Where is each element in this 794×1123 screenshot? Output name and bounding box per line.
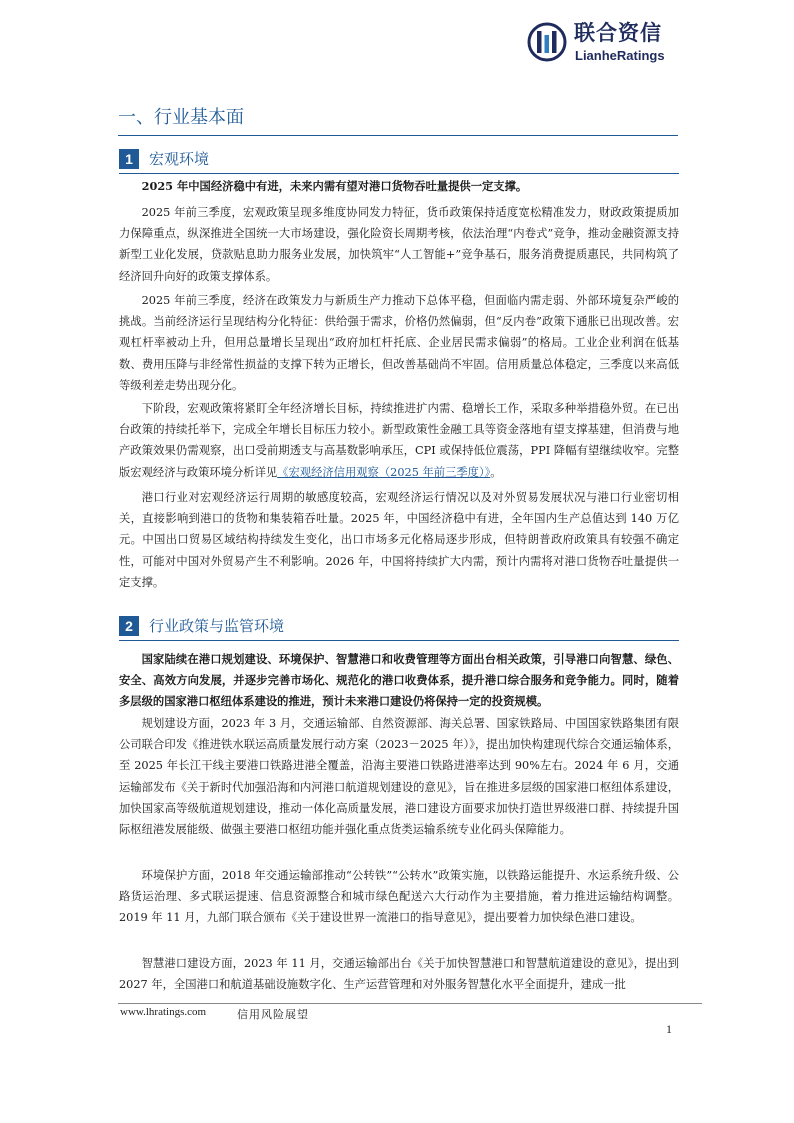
footer-website[interactable]: www.lhratings.com (120, 1006, 207, 1018)
logo-text-en: LianheRatings (575, 48, 665, 63)
section-title: 一、行业基本面 (118, 107, 244, 128)
footer-rule (118, 1003, 702, 1004)
lianhe-logo-icon (527, 22, 567, 62)
body-paragraph: 2025 年前三季度，宏观政策呈现多维度协同发力特征，货币政策保持适度宽松精准发力，财政政策提质加力保障重点，纵深推进全国统一大市场建设，强化险资长周期考核，依法治理“内卷式”竞争，推动金融资源支持新型工业化发展，贷款贴息助力服务业发展，加快筑牢“人工智能+”竞争基石，服务消费提质惠民，共同构筑了经济回升向好的政策支撑体系。 (119, 206, 679, 283)
body-paragraph: 规划建设方面，2023 年 3 月，交通运输部、自然资源部、海关总署、国家铁路局、中国国家铁路集团有限公司联合印发《推进铁水联运高质量发展行动方案（2023－2025 年）》，提出加快构建现代综合交通运输体系，至 2025 年长江干线主要港口铁路进港全覆盖，沿海主要港口铁路进港率达到 90%左右。2024 年 6 月，交通运输部发布《关于新时代加强沿海和内河港口航道规划建设的意见》，旨在推进多层级的国家港口枢纽体系建设，加快国家高等级航道规划建设，推动一体化高质量发展，港口建设方面要求加快打造世界级港口群、持续提升国际枢纽港发展能级、做强主要港口枢纽功能并强化重点货类运输系统专业化码头保障能力。 (119, 717, 679, 837)
subsection-heading-2 (119, 616, 679, 636)
summary-paragraph: 2025 年中国经济稳中有进，未来内需有望对港口货物吞吐量提供一定支撑。 (141, 179, 528, 193)
subsection-title: 宏观环境 (149, 150, 210, 168)
subsection-title: 行业政策与监管环境 (149, 617, 285, 635)
footer-slogan: 信用风险展望 (237, 1008, 309, 1021)
logo-text-cn: 联合资信 (574, 21, 662, 45)
paragraph-text: 下阶段，宏观政策将紧盯全年经济增长目标，持续推进扩内需、稳增长工作，采取多种举措稳外贸。在已出台政策的持续托举下，完成全年增长目标压力较小。新型政策性金融工具等资金落地有望支撑基建，但消费与地产政策效果仍需观察，出口受前期透支与高基数影响承压，CPI 或保持低位震荡，PPI 降幅有望继续收窄。完整版宏观经济与政策环境分析详见 (119, 402, 679, 479)
subsection-number: 1 (119, 149, 139, 169)
paragraph-text: 。 (490, 465, 502, 479)
body-paragraph: 港口行业对宏观经济运行周期的敏感度较高，宏观经济运行情况以及对外贸易发展状况与港口行业密切相关，直接影响到港口的货物和集装箱吞吐量。2025 年，中国经济稳中有进，全年国内生产总值达到 140 万亿元。中国出口贸易区域结构持续发生变化，出口市场多元化格局逐步形成，但特朗普政府政策具有较强不确定性，可能对中国对外贸易产生不利影响。2026 年，中国将持续扩大内需，预计内需将对港口货物吞吐量提供一定支撑。 (119, 491, 679, 589)
body-paragraph (119, 398, 679, 483)
body-paragraph: 2025 年前三季度，经济在政策发力与新质生产力推动下总体平稳，但面临内需走弱、外部环境复杂严峻的挑战。当前经济运行呈现结构分化特征：供给强于需求，价格仍然偏弱，但“反内卷”政策下通胀已出现改善。宏观杠杆率被动上升，但用总量增长呈现出“政府加杠杆托底、企业居民需求偏弱”的格局。工业企业利润在低基数、费用压降与非经常性损益的支撑下转为正增长，但改善基础尚不牢固。信用质量总体稳定，三季度以来高低等级利差走势出现分化。 (119, 294, 679, 392)
subsection-rule (119, 640, 679, 641)
subsection-heading-1 (119, 149, 679, 169)
page-number: 1 (666, 1022, 672, 1036)
logo (527, 20, 677, 66)
body-paragraph: 智慧港口建设方面，2023 年 11 月，交通运输部出台《关于加快智慧港口和智慧航道建设的意见》，提出到 2027 年，全国港口和航道基础设施数字化、生产运营管理和对外服务智慧化水平全面提升，建成一批 (119, 957, 679, 992)
summary-paragraph: 国家陆续在港口规划建设、环境保护、智慧港口和收费管理等方面出台相关政策，引导港口向智慧、绿色、安全、高效方向发展，并逐步完善市场化、规范化的港口收费体系，提升港口综合服务和竞争能力。同时，随着多层级的国家港口枢纽体系建设的推进，预计未来港口建设仍将保持一定的投资规模。 (119, 652, 679, 709)
subsection-rule (119, 173, 679, 174)
body-paragraph: 环境保护方面，2018 年交通运输部推动“公转铁”“公转水”政策实施，以铁路运能提升、水运系统升级、公路货运治理、多式联运提速、信息资源整合和城市绿色配送六大行动作为主要措施，着力推进运输结构调整。2019 年 11 月，九部门联合颁布《关于建设世界一流港口的指导意见》，提出要着力加快绿色港口建设。 (119, 869, 679, 925)
macro-report-link[interactable]: 《宏观经济信用观察（2025 年前三季度）》 (277, 465, 491, 479)
subsection-number: 2 (119, 616, 139, 636)
section-title-rule (118, 135, 678, 136)
